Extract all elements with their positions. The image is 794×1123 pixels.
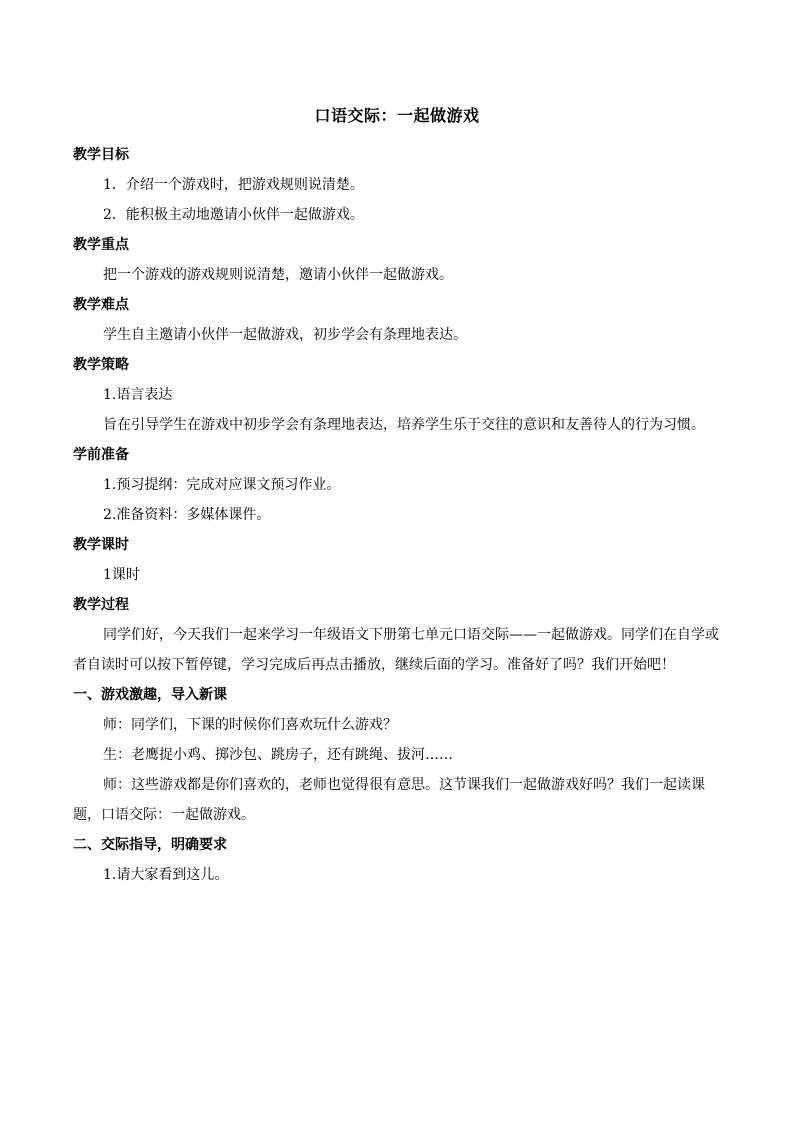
difficulties-text: 学生自主邀请小伙伴一起做游戏，初步学会有条理地表达。 (103, 327, 467, 343)
section-heading-part1: 一、游戏激趣，导入新课 (73, 687, 227, 703)
strategy-text: 旨在引导学生在游戏中初步学会有条理地表达，培养学生乐于交往的意识和友善待人的行为习惯。 (103, 417, 705, 433)
section-heading-preparation: 学前准备 (73, 447, 129, 463)
document-title: 口语交际：一起做游戏 (314, 106, 480, 125)
hours-text: 1课时 (103, 567, 140, 583)
section-heading-process: 教学过程 (73, 597, 129, 613)
preparation-item-2: 2.准备资料：多媒体课件。 (103, 507, 271, 523)
instruction-line: 1.请大家看到这儿。 (103, 867, 229, 883)
preparation-item-1: 1.预习提纲：完成对应课文预习作业。 (103, 477, 341, 493)
goal-item-1: 1．介绍一个游戏时，把游戏规则说清楚。 (103, 177, 364, 193)
section-heading-key-points: 教学重点 (73, 237, 129, 253)
section-heading-strategy: 教学策略 (73, 357, 129, 373)
dialogue-line: 师：这些游戏都是你们喜欢的，老师也觉得很有意思。这节课我们一起做游戏好吗？我们一起读课题，口语交际：一起做游戏。 (73, 777, 705, 823)
strategy-item: 1.语言表达 (103, 387, 173, 403)
section-heading-difficulties: 教学难点 (73, 297, 129, 313)
goal-item-2: 2．能积极主动地邀请小伙伴一起做游戏。 (103, 207, 364, 223)
process-intro: 同学们好，今天我们一起来学习一年级语文下册第七单元口语交际——一起做游戏。同学们在自学或者自读时可以按下暂停键，学习完成后再点击播放，继续后面的学习。准备好了吗？我们开始吧！ (73, 627, 719, 673)
key-points-text: 把一个游戏的游戏规则说清楚，邀请小伙伴一起做游戏。 (103, 267, 453, 283)
document-body (73, 140, 723, 890)
section-heading-goals: 教学目标 (73, 147, 129, 163)
dialogue-line: 生：老鹰捉小鸡、掷沙包、跳房子，还有跳绳、拔河…… (103, 747, 453, 763)
dialogue-line: 师：同学们，下课的时候你们喜欢玩什么游戏？ (103, 717, 397, 733)
section-heading-part2: 二、交际指导，明确要求 (73, 837, 227, 853)
section-heading-hours: 教学课时 (73, 537, 129, 553)
